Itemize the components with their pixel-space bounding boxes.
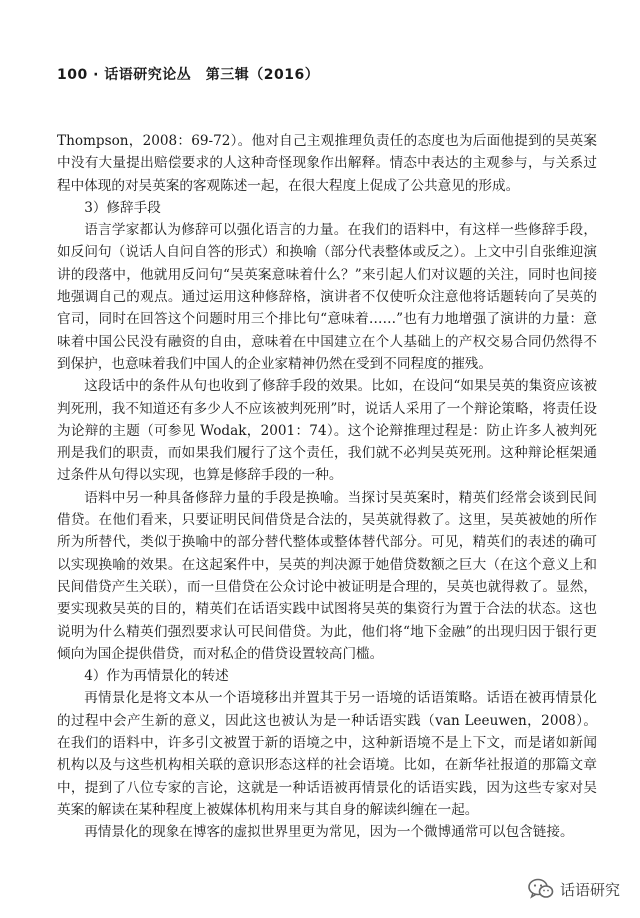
paragraph: 语言学家都认为修辞可以强化语言的力量。在我们的语料中，有这样一些修辞手段，如反问句（说话人自问自答的形式）和换喻（部分代表整体或反之）。上文中引自张维迎演讲的段落中，他就用反问句“吴英案意味着什么？”来引起人们对议题的关注，同时也间接地强调自己的观点。通过运用这种修辞格，演讲者不仅使听众注意他将话题转向了吴英的官司，同时在回答这个问题时用三个排比句“意味着……”也有力地增强了演讲的力量：意味着中国公民没有融资的自由，意味着在中国建立在个人基础上的产权交易合同仍然得不到保护，也意味着我们中国人的企业家精神仍然在受到不同程度的摧残。	[57, 222, 597, 372]
paragraph: 再情景化的现象在博客的虚拟世界里更为常见，因为一个微博通常可以包含链接。	[84, 824, 574, 841]
paragraph-continuation: Thompson，2008：69-72）。他对自己主观推理负责任的态度也为后面他提到的吴英案中没有大量提出赔偿要求的人这种奇怪现象作出解释。情态中表达的主观参与，与关系过程中体现的对吴英案的客观陈述一起，在很大程度上促成了公共意见的形成。	[57, 133, 597, 194]
watermark-text: 话语研究	[559, 880, 620, 899]
wechat-watermark	[528, 878, 620, 900]
wechat-icon	[528, 878, 554, 900]
section-heading-rhetoric: 3）修辞手段	[84, 199, 161, 216]
article-body	[57, 130, 597, 844]
paragraph: 这段话中的条件从句也收到了修辞手段的效果。比如，在设问“如果吴英的集资应该被判死刑，我不知道还有多少人不应该被判死刑”时，说话人采用了一个辩论策略，将责任设为论辩的主题（可参见 Wodak，2001：74）。这个论辩推理过程是：防止许多人被判死刑是我们的职责，而如果我们履行了这个责任，我们就不必判吴英死刑。这种辩论框架通过条件从句得以实现，也算是修辞手段的一种。	[57, 378, 597, 484]
section-heading-recontextualization: 4）作为再情景化的转述	[84, 668, 229, 685]
page-header: 100 · 话语研究论丛 第三辑（2016）	[57, 67, 320, 83]
paragraph: 语料中另一种具备修辞力量的手段是换喻。当探讨吴英案时，精英们经常会谈到民间借贷。在他们看来，只要证明民间借贷是合法的，吴英就得救了。这里，吴英被她的所作所为所替代，类似于换喻中的部分替代整体或整体替代部分。可见，精英们的表述的确可以实现换喻的效果。在这起案件中，吴英的判决源于她借贷数额之巨大（在这个意义上和民间借贷产生关联），而一旦借贷在公众讨论中被证明是合理的，吴英也就得救了。显然，要实现救吴英的目的，精英们在话语实践中试图将吴英的集资行为置于合法的状态。这也说明为什么精英们强烈要求认可民间借贷。为此，他们将“地下金融”的出现归因于银行更倾向为国企提供借贷，而对私企的借贷设置较高门槛。	[57, 489, 597, 662]
paragraph: 再情景化是将文本从一个语境移出并置其于另一语境的话语策略。话语在被再情景化的过程中会产生新的意义，因此这也被认为是一种话语实践（van Leeuwen，2008）。在我们的语料中，许多引文被置于新的语境之中，这种新语境不是上下文，而是诸如新闻机构以及与这些机构相关联的意识形态这样的社会语境。比如，在新华社报道的那篇文章中，提到了八位专家的言论，这就是一种话语被再情景化的话语实践，因为这些专家对吴英案的解读在某种程度上被媒体机构用来与其自身的解读纠缠在一起。	[57, 690, 597, 818]
